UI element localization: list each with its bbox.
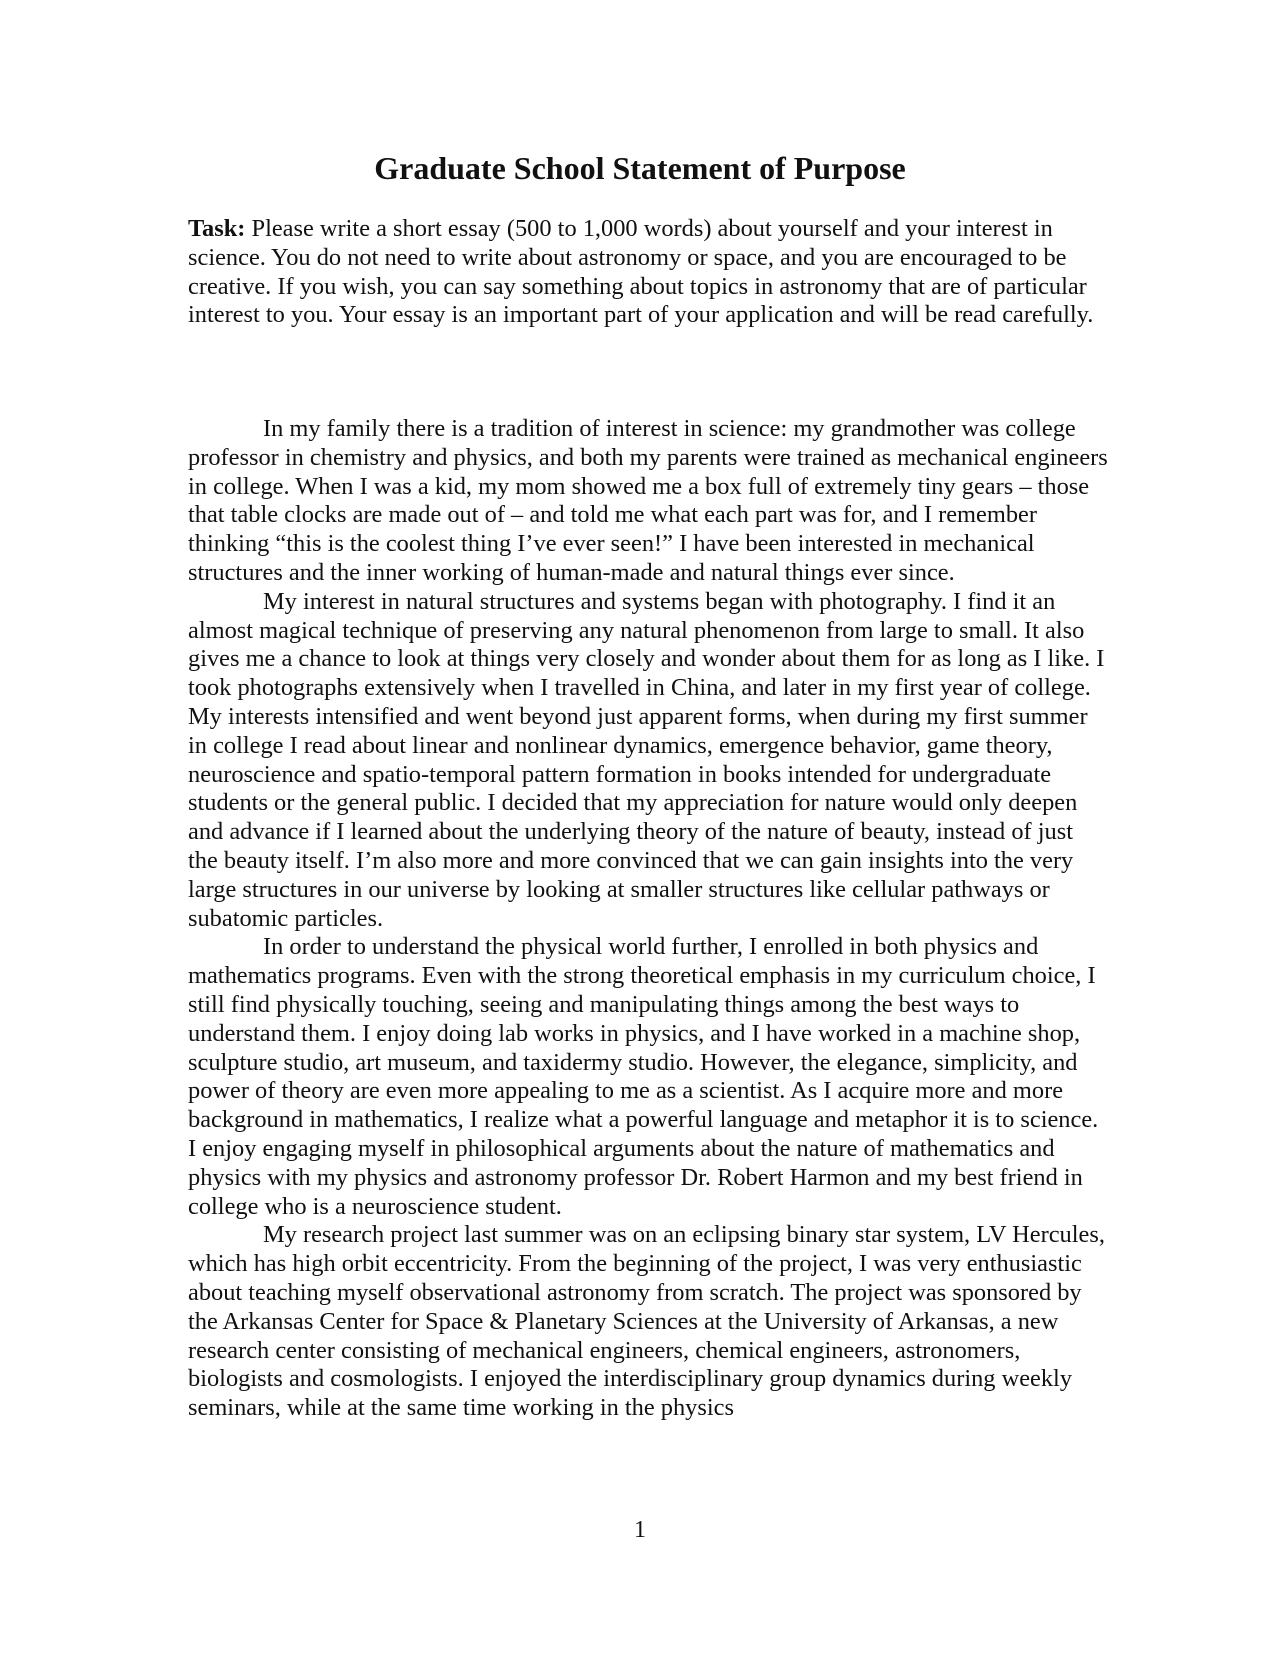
page-number: 1 — [634, 1517, 646, 1543]
task-label: Task: — [188, 215, 246, 242]
essay-paragraph: In order to understand the physical world further, I enrolled in both physics and mathematics programs. Even with the strong theoretical emphasis in my curriculum choice, I still find physically touching, seeing and manipulating things among the best ways to understand them. I enjoy doing lab works in physics, and I have worked in a machine shop, sculpture studio, art museum, and taxidermy studio. However, the elegance, simplicity, and power of theory are even more appealing to me as a scientist. As I acquire more and more background in mathematics, I realize what a powerful language and metaphor it is to science. I enjoy engaging myself in philosophical arguments about the nature of mathematics and physics with my physics and astronomy professor Dr. Robert Harmon and my best friend in college who is a neuroscience student. — [188, 933, 1099, 1220]
page-title: Graduate School Statement of Purpose — [374, 150, 906, 186]
essay-paragraph: My research project last summer was on an eclipsing binary star system, LV Hercules, which has high orbit eccentricity. From the beginning of the project, I was very enthusiastic about teaching myself observational astronomy from scratch. The project was sponsored by the Arkansas Center for Space & Planetary Sciences at the University of Arkansas, a new research center consisting of mechanical engineers, chemical engineers, astronomers, biologists and cosmologists. I enjoyed the interdisciplinary group dynamics during weekly seminars, while at the same time working in the physics — [188, 1221, 1105, 1422]
essay-paragraph: My interest in natural structures and systems began with photography. I find it an almost magical technique of preserving any natural phenomenon from large to small. It also gives me a chance to look at things very closely and wonder about them for as long as I like. I took photographs extensively when I travelled in China, and later in my first year of college. My interests intensified and went beyond just apparent forms, when during my first summer in college I read about linear and nonlinear dynamics, emergence behavior, game theory, neuroscience and spatio-temporal pattern formation in books intended for undergraduate students or the general public. I decided that my appreciation for nature would only deepen and advance if I learned about the underlying theory of the nature of beauty, instead of just the beauty itself. I’m also more and more convinced that we can gain insights into the very large structures in our universe by looking at smaller structures like cellular pathways or subatomic particles. — [188, 587, 1105, 932]
essay-body — [188, 415, 1108, 1423]
task-text: Please write a short essay (500 to 1,000 words) about yourself and your interest in science. You do not need to write about astronomy or space, and you are encouraged to be creative. If you wish, you can say something about topics in astronomy that are of particular interest to you. Your essay is an important part of your application and will be read carefully. — [188, 215, 1094, 329]
essay-paragraph: In my family there is a tradition of interest in science: my grandmother was college professor in chemistry and physics, and both my parents were trained as mechanical engineers in college. When I was a kid, my mom showed me a box full of extremely tiny gears – those that table clocks are made out of – and told me what each part was for, and I remember thinking “this is the coolest thing I’ve ever seen!” I have been interested in mechanical structures and the inner working of human-made and natural things ever since. — [188, 415, 1108, 586]
task-prompt — [188, 215, 1108, 330]
